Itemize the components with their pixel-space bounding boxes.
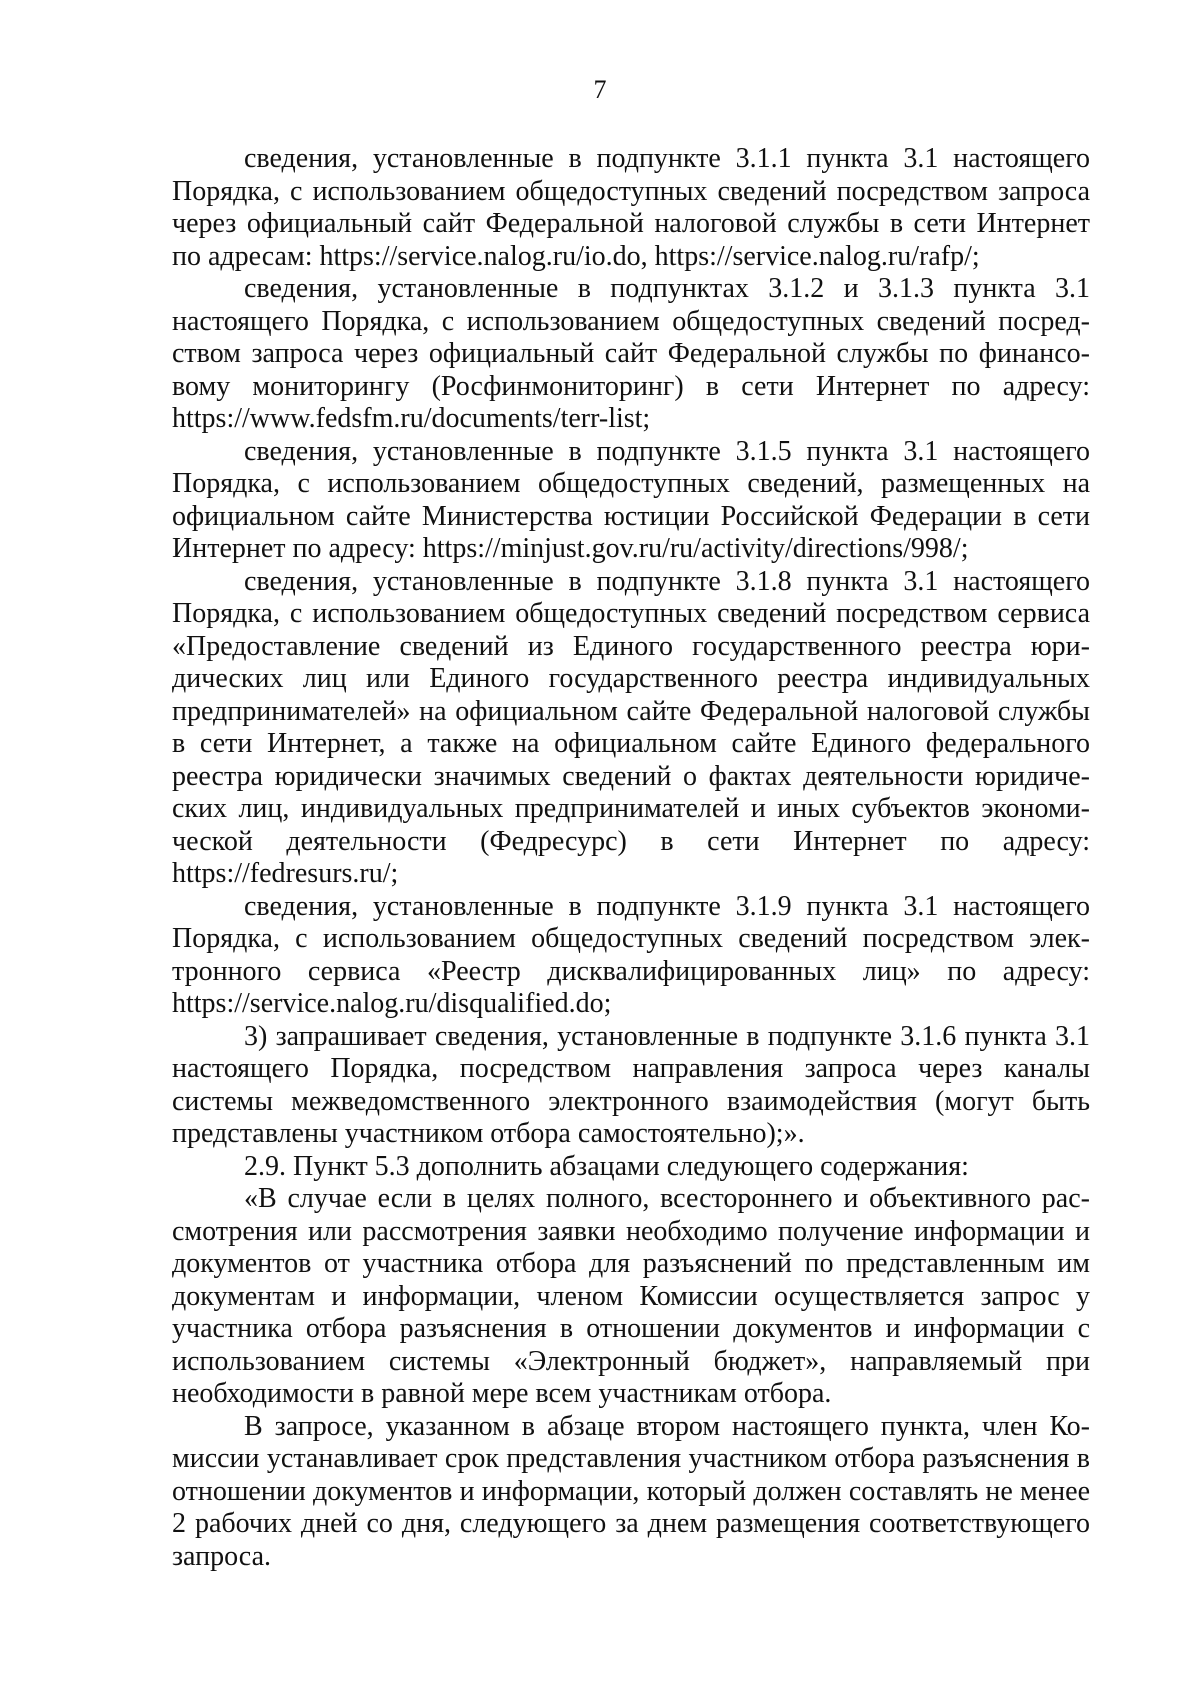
paragraph-clarification-request: «В случае если в целях полного, всестороннего и объективного рассмотрения или рассмотрения заявки необходимо получение информации и документов от участника отбора для разъяснений по представленным им документам и информации, членом Комиссии осуществляется запрос у участника отбора разъяснения в отношении документов и информации с использованием системы «Электронный бюджет», направляемый при необходимости в равной мере всем участникам отбора. [172, 1183, 1090, 1409]
paragraph-inn-sources: сведения, установленные в подпункте 3.1.1 пункта 3.1 настоящего Порядка, с использованием общедоступных сведений посредством запроса через официальный сайт Федеральной налоговой службы в сети Интернет по адресам: https://service.nalog.ru/io.do, https://service.nalog.ru/rafp/; [172, 143, 1090, 272]
document-body [172, 143, 1090, 1573]
paragraph-egrul-fedresurs-sources: сведения, установленные в подпункте 3.1.8 пункта 3.1 настоящего Порядка, с использованием общедоступных сведений посредством сервиса «Предоставление сведений из Единого государственного реестра юридических лиц или Единого государственного реестра индивидуальных предпринимателей» на официальном сайте Федеральной налоговой службы в сети Интернет, а также на официальном сайте Единого федерального реестра юридически значимых сведений о фактах деятельности юридических лиц, индивидуальных предпринимателей и иных субъектов экономической деятельности (Федресурс) в сети Интернет по адресу: https://fedresurs.ru/; [172, 565, 1090, 889]
paragraph-interagency-request: 3) запрашивает сведения, установленные в подпункте 3.1.6 пункта 3.1 настоящего Порядка, посредством направления запроса через каналы системы межведомственного электронного взаимодействия (могут быть представлены участником отбора самостоятельно);». [172, 1020, 1090, 1149]
page-number: 7 [593, 75, 607, 104]
paragraph-amendment-5-3: 2.9. Пункт 5.3 дополнить абзацами следующего содержания: [244, 1150, 969, 1182]
paragraph-clarification-deadline: В запросе, указанном в абзаце втором настоящего пункта, член Комиссии устанавливает срок представления участником отбора разъяснения в отношении документов и информации, который должен составлять не менее 2 рабочих дней со дня, следующего за днем размещения соответствующего запроса. [172, 1410, 1090, 1572]
paragraph-rosfinmonitoring-sources: сведения, установленные в подпунктах 3.1.2 и 3.1.3 пункта 3.1 настоящего Порядка, с использованием общедоступных сведений посредством запроса через официальный сайт Федеральной службы по финансовому мониторингу (Росфинмониторинг) в сети Интернет по адресу: https://www.fedsfm.ru/documents/terr-list; [172, 273, 1090, 434]
paragraph-minjust-sources: сведения, установленные в подпункте 3.1.5 пункта 3.1 настоящего Порядка, с использованием общедоступных сведений, размещенных на официальном сайте Министерства юстиции Российской Федерации в сети Интернет по адресу: https://minjust.gov.ru/ru/activity/directions/998/; [172, 435, 1090, 564]
paragraph-disqualified-registry-sources: сведения, установленные в подпункте 3.1.9 пункта 3.1 настоящего Порядка, с использованием общедоступных сведений посредством электронного сервиса «Реестр дисквалифицированных лиц» по адресу: https://service.nalog.ru/disqualified.do; [172, 890, 1090, 1019]
